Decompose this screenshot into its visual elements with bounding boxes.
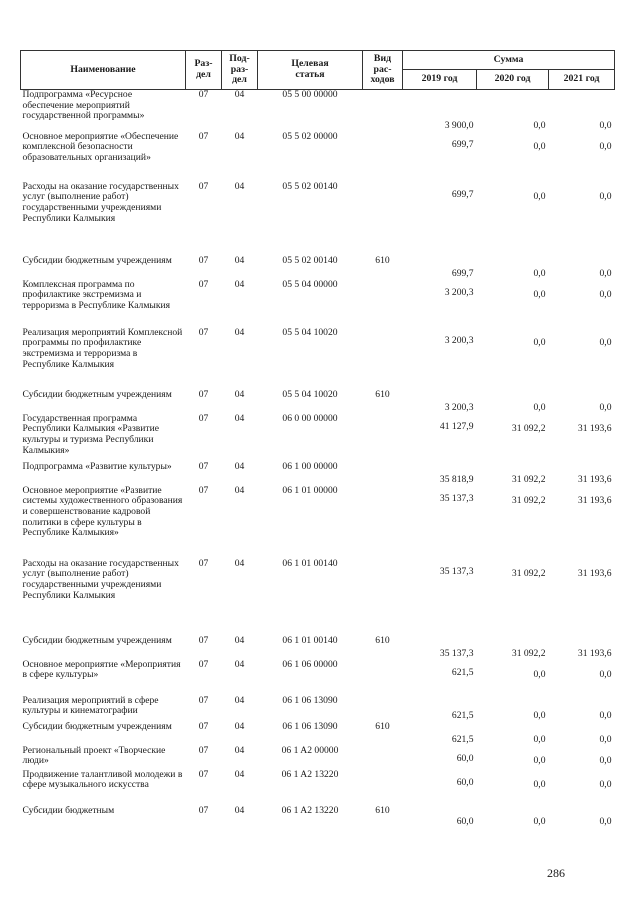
row-target: 05 5 00 00000 <box>282 89 338 100</box>
row-podrazdel: 04 <box>234 326 245 338</box>
table-row <box>21 696 615 722</box>
row-2020: 0,0 <box>533 119 546 131</box>
row-podrazdel: 04 <box>234 634 245 646</box>
row-2019: 3 200,3 <box>444 334 474 346</box>
row-name: Субсидии бюджетным <box>22 804 115 816</box>
row-2019: 3 200,3 <box>444 401 474 413</box>
row-2020: 31 092,2 <box>511 647 546 659</box>
row-name: Расходы на оказание государственных услуг (выполнение работ) государственными учреждениями Республики Калмыкия <box>22 180 179 224</box>
row-podrazdel: 04 <box>234 388 245 400</box>
row-podrazdel: 04 <box>234 460 245 472</box>
row-2019: 60,0 <box>456 776 474 788</box>
row-name: Субсидии бюджетным учреждениям <box>22 388 172 400</box>
row-vid <box>363 746 403 770</box>
table-row <box>21 722 615 746</box>
row-2021: 0,0 <box>599 336 612 348</box>
row-razdel: 07 <box>198 557 209 569</box>
header-podrazdel: Под- раз- дел <box>222 51 258 90</box>
row-2020: 31 092,2 <box>511 422 546 434</box>
header-2021: 2021 год <box>549 70 615 90</box>
header-2020: 2020 год <box>477 70 549 90</box>
row-target: 06 1 06 13090 <box>282 720 338 732</box>
row-razdel: 07 <box>198 130 209 142</box>
table-row <box>21 462 615 486</box>
row-vid <box>363 462 403 486</box>
row-2019: 699,7 <box>451 267 474 279</box>
table-row <box>21 132 615 182</box>
header-vid: Вид рас- ходов <box>363 51 403 90</box>
row-razdel: 07 <box>198 180 209 192</box>
row-razdel: 07 <box>198 694 209 706</box>
row-2020: 31 092,2 <box>511 473 546 485</box>
row-2021: 31 193,6 <box>577 567 612 579</box>
row-name: Реализация мероприятий Комплексной программы по профилактике экстремизма и терроризма в Республике Калмыкия <box>22 326 183 370</box>
row-podrazdel: 04 <box>234 557 245 569</box>
row-2019: 60,0 <box>456 752 474 764</box>
row-2020: 0,0 <box>533 401 546 413</box>
row-vid <box>363 559 403 636</box>
row-target: 06 1 06 00000 <box>282 658 338 670</box>
document-page <box>20 50 614 828</box>
table-row <box>21 414 615 462</box>
row-name: Расходы на оказание государственных услуг (выполнение работ) государственными учреждениями Республики Калмыкия <box>22 557 179 601</box>
row-razdel: 07 <box>198 412 209 424</box>
row-vid <box>363 132 403 182</box>
row-vid <box>363 486 403 559</box>
row-2021: 0,0 <box>599 401 612 413</box>
row-vid: 610 <box>375 634 390 646</box>
table-body <box>21 90 615 828</box>
row-2020: 0,0 <box>533 733 546 745</box>
row-name: Продвижение талантливой молодежи в сфере музыкального искусства <box>22 768 183 791</box>
row-vid: 610 <box>375 254 390 266</box>
row-vid <box>363 770 403 806</box>
row-2021: 0,0 <box>599 119 612 131</box>
table-row <box>21 746 615 770</box>
row-2019: 35 137,3 <box>439 647 474 659</box>
row-2021: 0,0 <box>599 267 612 279</box>
row-razdel: 07 <box>198 388 209 400</box>
row-2020: 31 092,2 <box>511 567 546 579</box>
row-2021: 31 193,6 <box>577 647 612 659</box>
row-2021: 31 193,6 <box>577 422 612 434</box>
row-razdel: 07 <box>198 634 209 646</box>
row-target: 06 1 A2 13220 <box>281 768 339 780</box>
row-2021: 0,0 <box>599 140 612 152</box>
row-podrazdel: 04 <box>234 658 245 670</box>
table-row <box>21 636 615 660</box>
row-razdel: 07 <box>198 278 209 290</box>
row-2021: 31 193,6 <box>577 494 612 506</box>
table-header <box>21 51 615 90</box>
row-vid: 610 <box>375 388 390 400</box>
row-vid <box>363 182 403 256</box>
row-target: 05 5 04 00000 <box>282 278 338 290</box>
table-row <box>21 182 615 256</box>
row-name: Реализация мероприятий в сфере культуры и кинематографии <box>22 694 159 717</box>
row-name: Основное мероприятие «Мероприятия в сфере культуры» <box>22 658 181 681</box>
row-2019: 35 137,3 <box>439 565 474 577</box>
row-razdel: 07 <box>198 804 209 816</box>
table-row <box>21 390 615 414</box>
header-name: Наименование <box>21 51 186 90</box>
row-target: 06 1 01 00140 <box>282 557 338 569</box>
row-2020: 0,0 <box>533 288 546 300</box>
row-razdel: 07 <box>198 484 209 496</box>
row-2019: 41 127,9 <box>439 420 474 432</box>
row-razdel: 07 <box>198 658 209 670</box>
row-target: 05 5 04 10020 <box>282 388 338 400</box>
row-razdel: 07 <box>198 768 209 780</box>
row-razdel: 07 <box>198 744 209 756</box>
row-target: 05 5 02 00000 <box>282 130 338 142</box>
header-2019: 2019 год <box>403 70 477 90</box>
row-2019: 699,7 <box>451 138 474 150</box>
row-name: Субсидии бюджетным учреждениям <box>22 720 172 732</box>
row-name: Субсидии бюджетным учреждениям <box>22 634 172 646</box>
row-2020: 0,0 <box>533 140 546 152</box>
row-vid: 610 <box>375 720 390 732</box>
row-vid: 610 <box>375 804 390 816</box>
row-name: Основное мероприятие «Обеспечение комплексной безопасности образовательных организаций» <box>22 130 179 163</box>
row-2019: 699,7 <box>451 188 474 200</box>
table-row <box>21 770 615 806</box>
row-2019: 60,0 <box>456 815 474 827</box>
row-razdel: 07 <box>198 720 209 732</box>
row-vid <box>363 90 403 132</box>
row-2020: 31 092,2 <box>511 494 546 506</box>
row-2019: 35 137,3 <box>439 492 474 504</box>
row-2019: 621,5 <box>451 709 474 721</box>
row-vid <box>363 414 403 462</box>
row-2020: 0,0 <box>533 815 546 827</box>
header-target: Целевая статья <box>258 51 363 90</box>
header-sum: Сумма <box>403 51 615 70</box>
row-2021: 0,0 <box>599 733 612 745</box>
row-name: Субсидии бюджетным учреждениям <box>22 254 172 266</box>
row-podrazdel: 04 <box>234 180 245 192</box>
row-podrazdel: 04 <box>234 804 245 816</box>
table-row <box>21 559 615 636</box>
row-target: 05 5 02 00140 <box>282 254 338 266</box>
row-2021: 0,0 <box>599 288 612 300</box>
row-name: Комплексная программа по профилактике экстремизма и терроризма в Республике Калмыкия <box>22 278 171 311</box>
row-podrazdel: 04 <box>234 412 245 424</box>
row-2020: 0,0 <box>533 754 546 766</box>
row-razdel: 07 <box>198 254 209 266</box>
row-name: Подпрограмма «Развитие культуры» <box>22 460 172 472</box>
row-podrazdel: 04 <box>234 278 245 290</box>
row-razdel: 07 <box>198 460 209 472</box>
row-podrazdel: 04 <box>234 694 245 706</box>
row-2020: 0,0 <box>533 267 546 279</box>
table-row <box>21 90 615 132</box>
row-2021: 31 193,6 <box>577 473 612 485</box>
row-podrazdel: 04 <box>234 484 245 496</box>
row-target: 06 1 01 00140 <box>282 634 338 646</box>
row-podrazdel: 04 <box>234 744 245 756</box>
row-podrazdel: 04 <box>234 768 245 780</box>
row-2019: 35 818,9 <box>439 473 474 485</box>
row-2020: 0,0 <box>533 336 546 348</box>
row-target: 06 1 00 00000 <box>282 460 338 472</box>
row-target: 06 0 00 00000 <box>282 412 338 424</box>
table-row <box>21 486 615 559</box>
row-2021: 0,0 <box>599 190 612 202</box>
row-razdel: 07 <box>198 326 209 338</box>
header-razdel: Раз- дел <box>186 51 222 90</box>
row-name: Государственная программа Республики Калмыкия «Развитие культуры и туризма Республики Калмыкия» <box>22 412 159 456</box>
page-number: 286 <box>547 866 565 880</box>
row-name: Региональный проект «Творческие люди» <box>22 744 166 767</box>
row-target: 06 1 06 13090 <box>282 694 338 706</box>
row-podrazdel: 04 <box>234 254 245 266</box>
row-podrazdel: 04 <box>234 720 245 732</box>
table-row <box>21 256 615 280</box>
row-vid <box>363 696 403 722</box>
row-target: 06 1 A2 00000 <box>281 744 339 756</box>
row-target: 06 1 01 00000 <box>282 484 338 496</box>
row-2019: 3 900,0 <box>444 119 474 131</box>
table-row <box>21 660 615 696</box>
budget-table <box>20 50 615 828</box>
table-row <box>21 806 615 828</box>
row-2020: 0,0 <box>533 778 546 790</box>
row-razdel: 07 <box>198 89 209 100</box>
row-2019: 621,5 <box>451 666 474 678</box>
row-2020: 0,0 <box>533 668 546 680</box>
row-vid <box>363 660 403 696</box>
row-2021: 0,0 <box>599 815 612 827</box>
row-name: Основное мероприятие «Развитие системы художественного образования и совершенствование кадровой политики в сфере культуры в Республике Калмыкия» <box>22 484 183 539</box>
row-2020: 0,0 <box>533 709 546 721</box>
row-2019: 3 200,3 <box>444 286 474 298</box>
row-2021: 0,0 <box>599 709 612 721</box>
row-name: Подпрограмма «Ресурсное обеспечение мероприятий государственной программы» <box>22 89 145 122</box>
table-row <box>21 328 615 390</box>
row-2019: 621,5 <box>451 733 474 745</box>
row-podrazdel: 04 <box>234 130 245 142</box>
row-2021: 0,0 <box>599 778 612 790</box>
table-row <box>21 280 615 328</box>
row-2020: 0,0 <box>533 190 546 202</box>
row-vid <box>363 328 403 390</box>
row-podrazdel: 04 <box>234 89 245 100</box>
row-target: 06 1 A2 13220 <box>281 804 339 816</box>
row-2021: 0,0 <box>599 668 612 680</box>
row-target: 05 5 04 10020 <box>282 326 338 338</box>
row-target: 05 5 02 00140 <box>282 180 338 192</box>
row-2021: 0,0 <box>599 754 612 766</box>
row-vid <box>363 280 403 328</box>
